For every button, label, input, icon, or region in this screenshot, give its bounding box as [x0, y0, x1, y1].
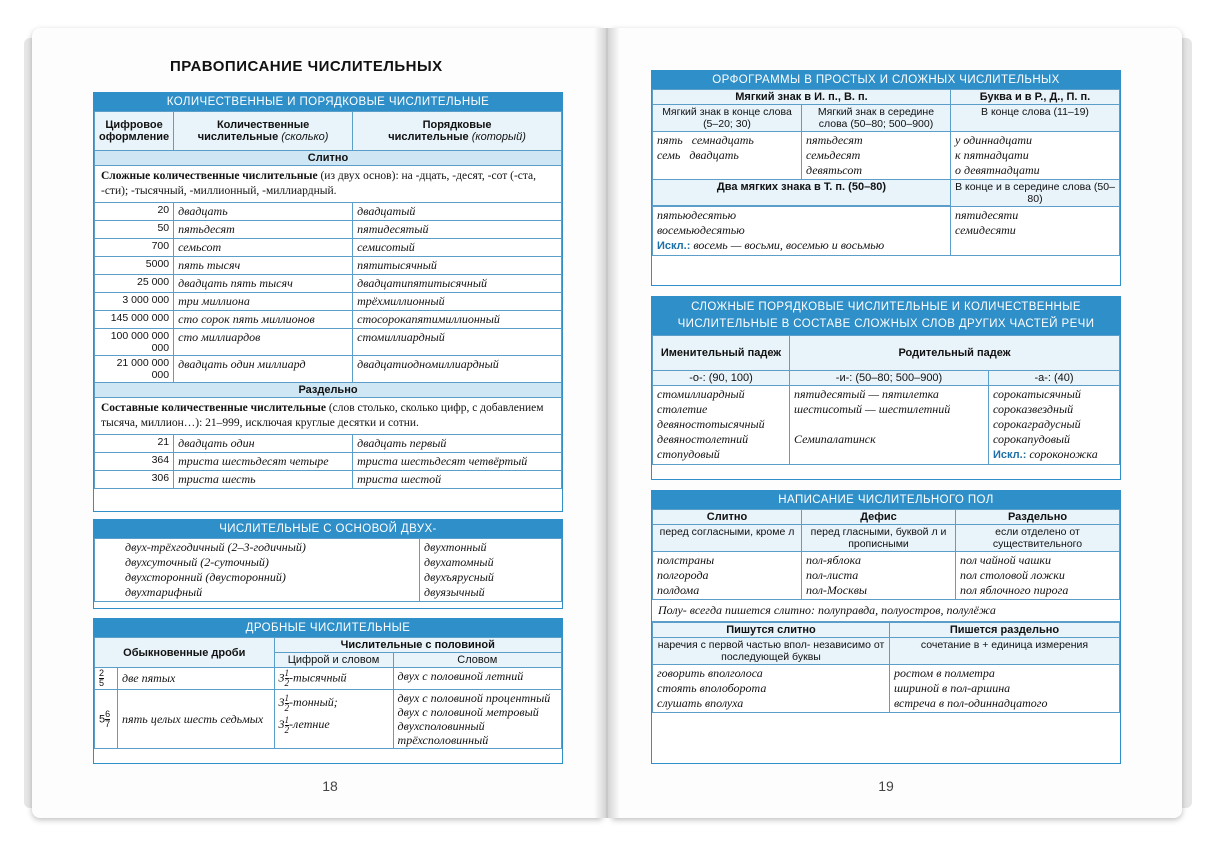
- cardinal-cell: семьсот: [174, 239, 353, 257]
- letter-i-header: Буква и в Р., Д., П. п.: [951, 90, 1120, 105]
- cardinal-cell: триста шестьдесят четыре: [174, 453, 353, 471]
- cardinal-cell: три миллиона: [174, 293, 353, 311]
- ordinal-cell: триста шестой: [353, 471, 562, 489]
- table-row: [95, 471, 562, 489]
- soft-end: Мягкий знак в конце слова (5–20; 30): [653, 105, 802, 132]
- half-ton-years: 3 $\frac{1}{2}$ -тонный; 3 $\frac{1}{2}$ -летние: [274, 690, 393, 749]
- table-header: НАПИСАНИЕ ЧИСЛИТЕЛЬНОГО ПОЛ: [652, 491, 1120, 509]
- col-digits-words: Цифрой и словом: [274, 653, 393, 668]
- digit-cell: 306: [95, 471, 174, 489]
- digit-cell: 20: [95, 203, 174, 221]
- a-words: сорокатысячный сороказвездный сорокаградусный сорокапудовый Искл.: сороконожка: [989, 386, 1120, 465]
- separate-rule: Составные количественные числительные (слов столько, сколько цифр, с добавлением тысяча, миллион…): 21–999, исключая круглые десятки и сотни.: [95, 398, 562, 435]
- table-row: [95, 203, 562, 221]
- i-end: В конце слова (11–19): [951, 105, 1120, 132]
- cardinal-cell: пять тысяч: [174, 257, 353, 275]
- ordinal-cell: стосорокапятимиллионный: [353, 311, 562, 329]
- digit-cell: 700: [95, 239, 174, 257]
- nominative-header: Именительный падеж: [653, 336, 790, 371]
- compound-ordinals-table: [651, 296, 1121, 480]
- suffix-o: -о-: (90, 100): [653, 371, 790, 386]
- digit-cell: 364: [95, 453, 174, 471]
- pol-hyphen: Дефис: [802, 510, 956, 525]
- numerals-table: [94, 111, 562, 489]
- col-common-fractions: Обыкновенные дроби: [95, 638, 275, 668]
- cardinal-cell: триста шесть: [174, 471, 353, 489]
- vpol-together: Пишутся слитно: [653, 623, 890, 638]
- table-header: ДРОБНЫЕ ЧИСЛИТЕЛЬНЫЕ: [94, 619, 562, 637]
- half-words-2: двух с половиной процентный двух с половиной метровый двухсполовинный трёхсполовинный: [393, 690, 561, 749]
- table-row: [95, 311, 562, 329]
- fraction-word-2: пять целых шесть седьмых: [118, 690, 275, 749]
- page-number-left: 18: [322, 778, 338, 794]
- col-half: Числительные с половиной: [274, 638, 561, 653]
- table-row: [95, 257, 562, 275]
- col-digit: Цифровое оформление: [95, 112, 174, 151]
- cardinal-cell: пятьдесят: [174, 221, 353, 239]
- fraction-5-6-7: 5 $\frac{6}{7}$: [95, 690, 118, 749]
- ordinal-cell: пятитысячный: [353, 257, 562, 275]
- vpol-separate: Пишется раздельно: [890, 623, 1120, 638]
- genitive-header: Родительный падеж: [790, 336, 1120, 371]
- i-end-words: у одиннадцати к пятнадцати о девятнадцати: [951, 132, 1120, 180]
- half-thousand: 3 $\frac{1}{2}$ -тысячный: [274, 668, 393, 690]
- ordinal-cell: двадцатиодномиллиардный: [353, 356, 562, 383]
- ordinal-cell: трёхмиллионный: [353, 293, 562, 311]
- cardinal-cell: двадцать: [174, 203, 353, 221]
- cardinal-cell: сто сорок пять миллионов: [174, 311, 353, 329]
- ordinal-cell: пятидесятый: [353, 221, 562, 239]
- table-header: ОРФОГРАММЫ В ПРОСТЫХ И СЛОЖНЫХ ЧИСЛИТЕЛЬНЫХ: [652, 71, 1120, 89]
- two-soft-words: пятьюдесятью восемьюдесятью Искл.: восемь — восьми, восемью и восьмью: [653, 207, 951, 256]
- pol-together: Слитно: [653, 510, 802, 525]
- table-row: [95, 293, 562, 311]
- digit-cell: 25 000: [95, 275, 174, 293]
- col-cardinal: Количественные числительные (сколько): [174, 112, 353, 151]
- i-end-middle-words: пятидесяти семидесяти: [951, 207, 1120, 256]
- cardinal-ordinal-table: [93, 92, 563, 512]
- suffix-a: -а-: (40): [989, 371, 1120, 386]
- cardinal-cell: сто миллиардов: [174, 329, 353, 356]
- table-row: [95, 329, 562, 356]
- table-header: КОЛИЧЕСТВЕННЫЕ И ПОРЯДКОВЫЕ ЧИСЛИТЕЛЬНЫЕ: [94, 93, 562, 111]
- ordinal-cell: двадцать первый: [353, 435, 562, 453]
- pol-table: [651, 490, 1121, 764]
- two-soft-header: Два мягких знака в Т. п. (50–80): [653, 180, 951, 206]
- pol-together-rule: перед согласными, кроме л: [653, 525, 802, 552]
- table-header: СЛОЖНЫЕ ПОРЯДКОВЫЕ ЧИСЛИТЕЛЬНЫЕ И КОЛИЧЕСТВЕННЫЕ ЧИСЛИТЕЛЬНЫЕ В СОСТАВЕ СЛОЖНЫХ СЛОВ ДРУГИХ ЧАСТЕЙ РЕЧИ: [652, 297, 1120, 335]
- digit-cell: 21: [95, 435, 174, 453]
- col-ordinal: Порядковые числительные (который): [353, 112, 562, 151]
- table-header: ЧИСЛИТЕЛЬНЫЕ С ОСНОВОЙ ДВУХ-: [94, 520, 562, 538]
- ordinal-cell: семисотый: [353, 239, 562, 257]
- soft-sign-header: Мягкий знак в И. п., В. п.: [653, 90, 951, 105]
- table-row: [95, 356, 562, 383]
- ordinal-cell: двадцатый: [353, 203, 562, 221]
- ordinal-cell: двадцатипятитысячный: [353, 275, 562, 293]
- fractions-table: [93, 618, 563, 764]
- together-rule: Сложные количественные числительные (из двух основ): на -дцать, -десят, -сот (-ста, -сти); -тысячный, -миллионный, -миллиардный.: [95, 166, 562, 203]
- i-end-middle: В конце и в середине слова (50–80): [951, 180, 1120, 207]
- table-row: [95, 275, 562, 293]
- soft-middle-words: пятьдесят семьдесят девятьсот: [802, 132, 951, 180]
- col-words: Словом: [393, 653, 561, 668]
- pol-separate-rule: если отделено от существительного: [956, 525, 1120, 552]
- digit-cell: 100 000 000 000: [95, 329, 174, 356]
- ordinal-cell: триста шестьдесят четвёртый: [353, 453, 562, 471]
- vpol-words: говорить вполголоса стоять вполоборота слушать вполуха: [653, 665, 890, 713]
- book-gutter: [594, 28, 620, 818]
- i-words: пятидесятый — пятилетка шестисотый — шестилетний Семипалатинск: [790, 386, 989, 465]
- o-words: стомиллиардный столетие девяностотысячный девяностолетний стопудовый: [653, 386, 790, 465]
- dvuh-right: двухтонный двухатомный двухъярусный двуязычный: [420, 539, 562, 602]
- page-title: ПРАВОПИСАНИЕ ЧИСЛИТЕЛЬНЫХ: [170, 58, 443, 75]
- digit-cell: 21 000 000 000: [95, 356, 174, 383]
- digit-cell: 145 000 000: [95, 311, 174, 329]
- section-together: Слитно: [95, 151, 562, 166]
- cardinal-cell: двадцать пять тысяч: [174, 275, 353, 293]
- orthograms-table: [651, 70, 1121, 286]
- pol-hyphen-words: пол-яблока пол-листа пол-Москвы: [802, 552, 956, 600]
- cardinal-cell: двадцать один: [174, 435, 353, 453]
- pol-hyphen-rule: перед гласными, буквой л и прописными: [802, 525, 956, 552]
- digit-cell: 3 000 000: [95, 293, 174, 311]
- soft-middle: Мягкий знак в середине слова (50–80; 500–900): [802, 105, 951, 132]
- vpol-rule: наречия с первой частью впол- независимо от последующей буквы: [653, 638, 890, 665]
- cardinal-cell: двадцать один миллиард: [174, 356, 353, 383]
- pol-separate-words: пол чайной чашки пол столовой ложки пол яблочного пирога: [956, 552, 1120, 600]
- table-row: [95, 239, 562, 257]
- dvuh-left: двух-трёхгодичный (2–3-годичный) двухсуточный (2-суточный) двухсторонний (двусторонний) двухтарифный: [95, 539, 420, 602]
- suffix-i: -и-: (50–80; 500–900): [790, 371, 989, 386]
- digit-cell: 50: [95, 221, 174, 239]
- dvuh-table: [93, 519, 563, 609]
- pol-together-words: полстраны полгорода полдома: [653, 552, 802, 600]
- polu-note: Полу- всегда пишется слитно: полуправда, полуостров, полулёжа: [652, 600, 1120, 622]
- table-row: [95, 435, 562, 453]
- table-row: [95, 221, 562, 239]
- half-words-1: двух с половиной летний: [393, 668, 561, 690]
- v-rule: сочетание в + единица измерения: [890, 638, 1120, 665]
- section-separate: Раздельно: [95, 383, 562, 398]
- soft-end-words: пять семнадцать семь двадцать: [653, 132, 802, 180]
- ordinal-cell: стомиллиардный: [353, 329, 562, 356]
- fraction-2-5: $\frac{2}{5}$: [95, 668, 118, 690]
- table-row: [95, 453, 562, 471]
- v-words: ростом в полметра шириной в пол-аршина встреча в пол-одиннадцатого: [890, 665, 1120, 713]
- pol-separate: Раздельно: [956, 510, 1120, 525]
- page-number-right: 19: [878, 778, 894, 794]
- digit-cell: 5000: [95, 257, 174, 275]
- fraction-word: две пятых: [118, 668, 275, 690]
